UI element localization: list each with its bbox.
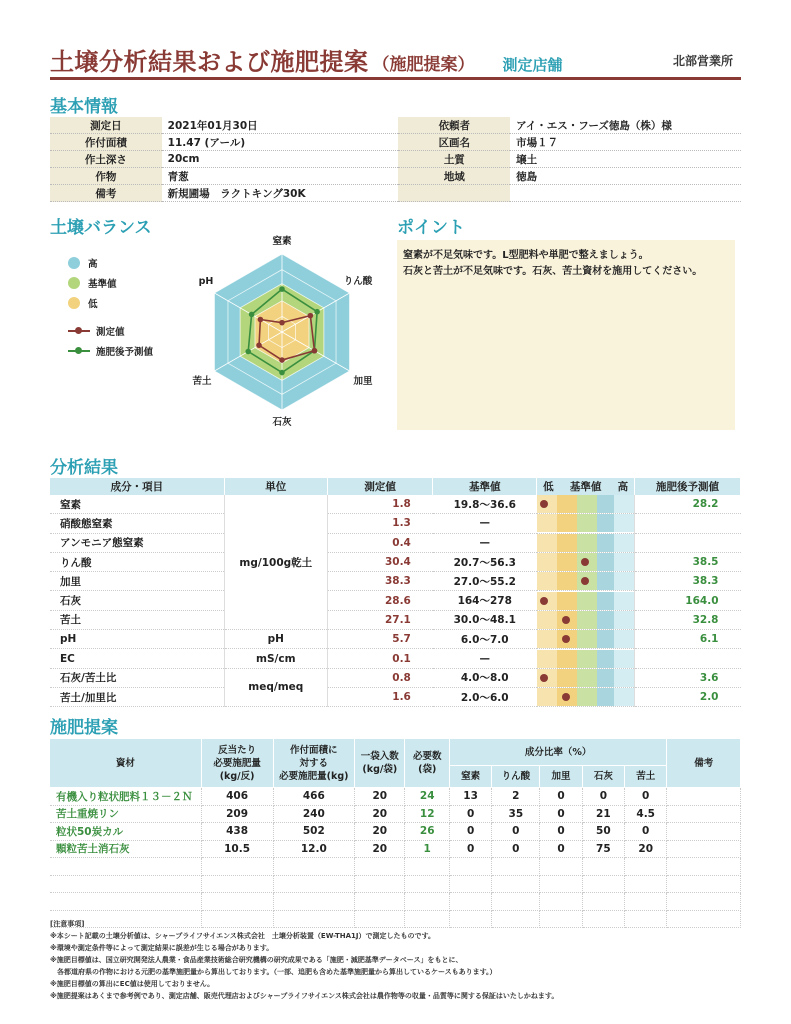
- analysis-standard: 27.0～55.2: [433, 572, 537, 591]
- analysis-gauge: [537, 533, 635, 552]
- note-line: 各都道府県の作物における元肥の基準施肥量から算出しております。（一部、追肥も含めた基準施肥量から算出しているケースもあります。）: [50, 968, 497, 976]
- analysis-gauge: [537, 610, 635, 629]
- fert-per-area: 240: [273, 805, 355, 823]
- basic-value: 2021年01月30日: [162, 117, 399, 134]
- fert-ca: 75: [582, 840, 624, 858]
- analysis-item: 苦土/加里比: [50, 687, 224, 706]
- legend-high-label: 高: [88, 259, 98, 270]
- analysis-item: 硝酸態窒素: [50, 514, 224, 533]
- fert-row: [50, 875, 741, 893]
- col-ca: 石灰: [582, 766, 624, 788]
- fert-empty-cell: [201, 858, 273, 876]
- fert-ca: 21: [582, 805, 624, 823]
- analysis-gauge: [537, 495, 635, 514]
- analysis-measured: 0.4: [327, 533, 433, 552]
- fert-material: 粒状50炭カル: [50, 823, 201, 841]
- analysis-item: pH: [50, 630, 224, 649]
- col-gauge-low: 低: [543, 481, 554, 493]
- analysis-item: EC: [50, 649, 224, 668]
- page-title: 土壌分析結果および施肥提案: [50, 48, 369, 76]
- fert-empty-cell: [582, 893, 624, 911]
- analysis-standard: 2.0～6.0: [433, 687, 537, 706]
- fert-empty-cell: [667, 893, 741, 911]
- radar-predicted-point: [314, 309, 320, 315]
- analysis-measured: 30.4: [327, 552, 433, 571]
- point-line: 石灰と苦土が不足気味です。石灰、苦土資材を施用してください。: [403, 266, 703, 277]
- analysis-measured: 1.6: [327, 687, 433, 706]
- radar-axis-label: 苦土: [192, 376, 212, 387]
- col-k: 加里: [540, 766, 582, 788]
- analysis-item: 苦土: [50, 610, 224, 629]
- fert-row: [50, 788, 741, 806]
- analysis-gauge: [537, 687, 635, 706]
- analysis-measured: 1.8: [327, 495, 433, 514]
- fert-empty-cell: [449, 893, 491, 911]
- title-divider: [50, 77, 741, 80]
- analysis-predicted: 3.6: [635, 668, 741, 687]
- basic-value: 市場１７: [510, 134, 741, 151]
- fert-note: [667, 788, 741, 806]
- fert-row: [50, 823, 741, 841]
- point-line: 窒素が不足気味です。L型肥料や単肥で整えましょう。: [403, 250, 649, 261]
- fert-empty-cell: [273, 875, 355, 893]
- legend-low-label: 低: [88, 299, 98, 310]
- fert-mg: 0: [625, 823, 667, 841]
- fert-per-tan: 10.5: [201, 840, 273, 858]
- fert-per-tan: 406: [201, 788, 273, 806]
- basic-row: [50, 185, 741, 202]
- fert-material: 苦土重焼リン: [50, 805, 201, 823]
- analysis-unit: mg/100g乾土: [224, 495, 327, 630]
- col-bags: 必要数 (袋): [405, 739, 449, 788]
- fert-empty-cell: [405, 893, 449, 911]
- note-line: ※施肥目標値の算出にEC値は使用しておりません。: [50, 980, 215, 988]
- analysis-table: [50, 478, 741, 707]
- fert-empty-cell: [405, 875, 449, 893]
- fert-empty-cell: [50, 893, 201, 911]
- fert-per-bag: 20: [355, 823, 405, 841]
- fert-ca: 50: [582, 823, 624, 841]
- analysis-item: 加里: [50, 572, 224, 591]
- fert-empty-cell: [449, 875, 491, 893]
- radar-axis-label: りん酸: [343, 276, 373, 287]
- fert-empty-cell: [625, 875, 667, 893]
- basic-row: [50, 151, 741, 168]
- col-gauge-std: 基準値: [569, 481, 602, 493]
- analysis-row: [50, 630, 741, 649]
- analysis-row: [50, 591, 741, 610]
- radar-axis-label: 加里: [353, 376, 373, 387]
- col-standard: 基準値: [433, 478, 537, 495]
- analysis-standard: 164～278: [433, 591, 537, 610]
- basic-value: 11.47 (アール): [162, 134, 399, 151]
- legend-high-swatch: [68, 257, 80, 269]
- fert-per-area: 466: [273, 788, 355, 806]
- analysis-standard: 20.7～56.3: [433, 552, 537, 571]
- analysis-row: [50, 495, 741, 514]
- analysis-measured: 28.6: [327, 591, 433, 610]
- gauge-dot: [562, 693, 570, 701]
- analysis-standard: 4.0～8.0: [433, 668, 537, 687]
- col-unit: 単位: [224, 478, 327, 495]
- basic-label: 測定日: [50, 117, 162, 134]
- basic-row: [50, 117, 741, 134]
- fert-empty-cell: [540, 858, 582, 876]
- col-material: 資材: [50, 739, 201, 788]
- col-gauge: [537, 478, 635, 495]
- fert-empty-cell: [667, 858, 741, 876]
- analysis-item: 窒素: [50, 495, 224, 514]
- fert-empty-cell: [201, 893, 273, 911]
- col-ratio: 成分比率（%）: [449, 739, 666, 766]
- analysis-row: [50, 514, 741, 533]
- fert-mg: 0: [625, 788, 667, 806]
- legend-low-swatch: [68, 297, 80, 309]
- fert-empty-cell: [582, 858, 624, 876]
- col-n: 窒素: [449, 766, 491, 788]
- basic-value: アイ・エス・フーズ徳島（株）様: [510, 117, 741, 134]
- col-per-tan: 反当たり 必要施肥量 (kg/反): [201, 739, 273, 788]
- fert-ca: 0: [582, 788, 624, 806]
- basic-label: 作土深さ: [50, 151, 162, 168]
- page-subtitle: （施肥提案）: [372, 55, 475, 75]
- fert-n: 13: [449, 788, 491, 806]
- analysis-gauge: [537, 591, 635, 610]
- fert-per-tan: 438: [201, 823, 273, 841]
- basic-value: 新規圃場 ラクトキング30K: [162, 185, 399, 202]
- fert-empty-cell: [625, 893, 667, 911]
- col-gauge-high: 高: [617, 481, 629, 493]
- fert-note: [667, 823, 741, 841]
- fert-p: 0: [492, 840, 540, 858]
- notes: [50, 918, 750, 1002]
- fert-empty-cell: [355, 875, 405, 893]
- analysis-row: [50, 610, 741, 629]
- fert-p: 35: [492, 805, 540, 823]
- fert-empty-cell: [540, 875, 582, 893]
- analysis-unit: mS/cm: [224, 649, 327, 668]
- fert-per-area: 12.0: [273, 840, 355, 858]
- analysis-row: [50, 552, 741, 571]
- analysis-standard: —: [433, 649, 537, 668]
- analysis-predicted: 38.3: [635, 572, 741, 591]
- basic-label: 地域: [398, 168, 510, 185]
- radar-measured-point: [312, 348, 318, 354]
- analysis-gauge: [537, 514, 635, 533]
- col-per-area: 作付面積に 対する 必要施肥量(kg): [273, 739, 355, 788]
- col-note: 備考: [667, 739, 741, 788]
- fert-empty-cell: [449, 858, 491, 876]
- analysis-predicted: 164.0: [635, 591, 741, 610]
- fert-empty-cell: [50, 875, 201, 893]
- analysis-item: 石灰: [50, 591, 224, 610]
- basic-label: 作付面積: [50, 134, 162, 151]
- section-title-basic: 基本情報: [50, 97, 118, 117]
- analysis-predicted: 28.2: [635, 495, 741, 514]
- radar-measured-point: [258, 317, 264, 323]
- fert-empty-cell: [667, 875, 741, 893]
- analysis-measured: 0.1: [327, 649, 433, 668]
- fert-mg: 4.5: [625, 805, 667, 823]
- fert-empty-cell: [50, 858, 201, 876]
- note-line: ※環境や測定条件等によって測定結果に誤差が生じる場合があります。: [50, 944, 274, 952]
- fert-per-bag: 20: [355, 805, 405, 823]
- section-title-balance: 土壌バランス: [50, 218, 152, 238]
- basic-label: 作物: [50, 168, 162, 185]
- analysis-row: [50, 533, 741, 552]
- gauge-dot: [562, 635, 570, 643]
- analysis-predicted: 32.8: [635, 610, 741, 629]
- fert-k: 0: [540, 805, 582, 823]
- radar-measured-point: [279, 357, 285, 363]
- radar-predicted-point: [279, 370, 285, 376]
- gauge-dot: [540, 597, 548, 605]
- basic-label: 備考: [50, 185, 162, 202]
- section-title-point: ポイント: [397, 218, 465, 238]
- col-measured: 測定値: [327, 478, 433, 495]
- fert-row: [50, 805, 741, 823]
- basic-value: 青葱: [162, 168, 399, 185]
- fert-per-tan: 209: [201, 805, 273, 823]
- fert-material: 顆粒苦土消石灰: [50, 840, 201, 858]
- analysis-standard: 19.8～36.6: [433, 495, 537, 514]
- fert-row: [50, 840, 741, 858]
- section-title-analysis: 分析結果: [50, 458, 118, 478]
- analysis-item: アンモニア態窒素: [50, 533, 224, 552]
- fert-bags: 24: [405, 788, 449, 806]
- col-predicted: 施肥後予測値: [635, 478, 741, 495]
- legend-predicted-label: 施肥後予測値: [96, 347, 154, 358]
- note-line: ※施肥目標値は、国立研究開発法人農業・食品産業技術総合研究機構の研究成果である「施肥・減肥基準データベース」をもとに、: [50, 956, 463, 964]
- fert-empty-cell: [492, 893, 540, 911]
- radar-axis-label: 窒素: [272, 236, 292, 247]
- note-line: ※本シート記載の土壌分析値は、シャープライフサイエンス株式会社 土壌分析装置（EW-THA1J）で測定したものです。: [50, 932, 435, 940]
- basic-row: [50, 168, 741, 185]
- analysis-gauge: [537, 630, 635, 649]
- fert-p: 0: [492, 823, 540, 841]
- analysis-measured: 5.7: [327, 630, 433, 649]
- fert-n: 0: [449, 805, 491, 823]
- fert-k: 0: [540, 823, 582, 841]
- fert-empty-cell: [355, 893, 405, 911]
- analysis-predicted: 38.5: [635, 552, 741, 571]
- fert-mg: 20: [625, 840, 667, 858]
- radar-predicted-point: [279, 286, 285, 292]
- basic-row: [50, 134, 741, 151]
- basic-value: 壌土: [510, 151, 741, 168]
- fertilizer-table: [50, 739, 741, 928]
- fert-k: 0: [540, 788, 582, 806]
- radar-measured-point: [279, 320, 285, 326]
- basic-info-table: [50, 117, 741, 202]
- col-mg: 苦土: [625, 766, 667, 788]
- note-line: ※施肥提案はあくまで参考例であり、測定店舗、販売代理店およびシャープライフサイエンス株式会社は農作物等の収量・品質等に関する保証はいたしかねます。: [50, 992, 559, 1000]
- fert-empty-cell: [355, 858, 405, 876]
- point-box: [397, 240, 735, 430]
- analysis-measured: 38.3: [327, 572, 433, 591]
- basic-label: 依頼者: [398, 117, 510, 134]
- fert-empty-cell: [273, 893, 355, 911]
- gauge-dot: [562, 616, 570, 624]
- analysis-row: [50, 572, 741, 591]
- analysis-predicted: [635, 649, 741, 668]
- basic-value: [510, 185, 741, 202]
- basic-value: 徳島: [510, 168, 741, 185]
- analysis-unit: pH: [224, 630, 327, 649]
- analysis-measured: 0.8: [327, 668, 433, 687]
- analysis-predicted: 2.0: [635, 687, 741, 706]
- fert-per-bag: 20: [355, 788, 405, 806]
- basic-label: 区画名: [398, 134, 510, 151]
- analysis-item: 石灰/苦土比: [50, 668, 224, 687]
- analysis-measured: 27.1: [327, 610, 433, 629]
- section-title-fert: 施肥提案: [50, 718, 118, 738]
- fert-empty-cell: [625, 858, 667, 876]
- analysis-standard: —: [433, 533, 537, 552]
- fert-empty-cell: [582, 875, 624, 893]
- fert-bags: 12: [405, 805, 449, 823]
- shop-label: 測定店舗: [502, 56, 563, 74]
- radar-measured-point: [308, 313, 314, 319]
- legend-measured-label: 測定値: [96, 327, 125, 338]
- analysis-predicted: 6.1: [635, 630, 741, 649]
- fert-material: 有機入り粒状肥料１３－２Ｎ: [50, 788, 201, 806]
- analysis-unit: meq/meq: [224, 668, 327, 707]
- fert-per-bag: 20: [355, 840, 405, 858]
- soil-balance-radar: [182, 232, 382, 432]
- fert-empty-cell: [540, 893, 582, 911]
- analysis-predicted: [635, 533, 741, 552]
- basic-label: [398, 185, 510, 202]
- radar-predicted-point: [249, 312, 255, 318]
- fert-n: 0: [449, 840, 491, 858]
- radar-measured-point: [256, 342, 262, 348]
- fert-p: 2: [492, 788, 540, 806]
- fert-empty-cell: [405, 858, 449, 876]
- analysis-standard: 6.0～7.0: [433, 630, 537, 649]
- fert-row: [50, 893, 741, 911]
- analysis-predicted: [635, 514, 741, 533]
- fert-per-area: 502: [273, 823, 355, 841]
- fert-row: [50, 858, 741, 876]
- analysis-row: [50, 687, 741, 706]
- fert-bags: 26: [405, 823, 449, 841]
- basic-value: 20cm: [162, 151, 399, 168]
- fert-empty-cell: [492, 875, 540, 893]
- radar-axis-label: pH: [198, 276, 214, 287]
- legend-std-swatch: [68, 277, 80, 289]
- legend-predicted-line: [68, 350, 90, 352]
- balance-legend: [68, 255, 153, 363]
- analysis-standard: 30.0～48.1: [433, 610, 537, 629]
- analysis-gauge: [537, 668, 635, 687]
- analysis-gauge: [537, 649, 635, 668]
- analysis-row: [50, 649, 741, 668]
- analysis-standard: —: [433, 514, 537, 533]
- analysis-gauge: [537, 552, 635, 571]
- legend-std-label: 基準値: [88, 279, 117, 290]
- basic-label: 土質: [398, 151, 510, 168]
- fert-note: [667, 840, 741, 858]
- fert-empty-cell: [492, 858, 540, 876]
- radar-predicted-point: [245, 349, 251, 355]
- analysis-row: [50, 668, 741, 687]
- radar-axis-label: 石灰: [272, 417, 292, 428]
- fert-note: [667, 805, 741, 823]
- col-p: りん酸: [492, 766, 540, 788]
- col-item: 成分・項目: [50, 478, 224, 495]
- analysis-item: りん酸: [50, 552, 224, 571]
- col-per-bag: 一袋入数 (kg/袋): [355, 739, 405, 788]
- office-name: 北部営業所: [672, 54, 733, 68]
- fert-k: 0: [540, 840, 582, 858]
- fert-empty-cell: [273, 858, 355, 876]
- analysis-gauge: [537, 572, 635, 591]
- fert-empty-cell: [201, 875, 273, 893]
- fert-bags: 1: [405, 840, 449, 858]
- note-line: [注意事項]: [50, 920, 85, 928]
- legend-measured-line: [68, 330, 90, 332]
- analysis-measured: 1.3: [327, 514, 433, 533]
- page-title-block: [50, 42, 563, 77]
- fert-n: 0: [449, 823, 491, 841]
